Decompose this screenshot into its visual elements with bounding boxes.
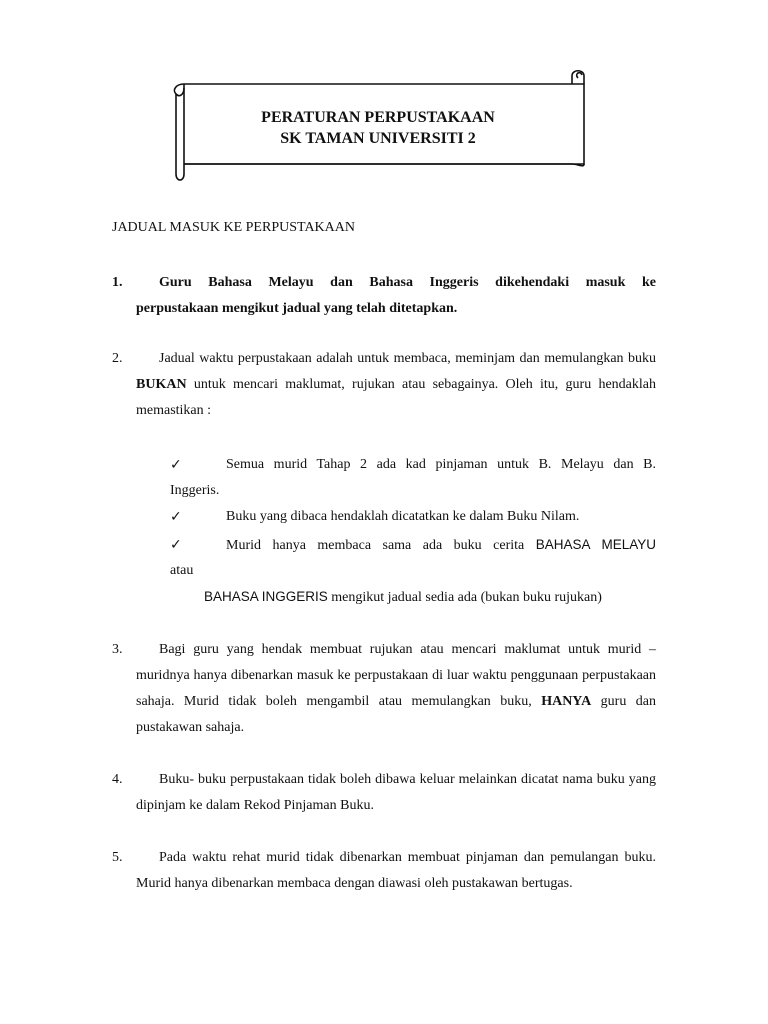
item-number: 2. (112, 351, 123, 366)
checkmark-icon: ✓ (170, 457, 182, 473)
rule-item-3 (112, 637, 656, 741)
checklist-continuation: Inggeris. (170, 483, 220, 498)
checklist-text: Murid hanya membaca sama ada buku cerita BAHASA MELAYU (226, 537, 656, 553)
item-number: 3. (112, 642, 123, 657)
item-line: perpustakaan mengikut jadual yang telah ditetapkan. (136, 301, 458, 316)
item-number: 5. (112, 850, 123, 865)
item-text: Bagi guru yang hendak membuat rujukan atau mencari maklumat untuk murid – muridnya hanya dibenarkan masuk ke perpustakaan di luar waktu penggunaan perpustakaan sahaja. Murid tidak boleh mengambil atau memulangkan buku, HANYA guru dan pustakawan sahaja. (136, 642, 656, 735)
checklist-continuation: atau (170, 563, 194, 578)
item-text: Jadual waktu perpustakaan adalah untuk membaca, meminjam dan memulangkan buku BUKAN untuk mencari maklumat, rujukan atau sebagainya. Oleh itu, guru hendaklah memastikan : (136, 351, 656, 418)
checklist-text: Buku yang dibaca hendaklah dicatatkan ke dalam Buku Nilam. (226, 509, 580, 524)
section-heading: JADUAL MASUK KE PERPUSTAKAAN (112, 220, 355, 235)
bold-word: HANYA (541, 694, 592, 709)
checklist-item (170, 504, 656, 530)
checklist-continuation: BAHASA INGGERIS mengikut jadual sedia ada (bukan buku rujukan) (204, 589, 602, 605)
item-text: Buku- buku perpustakaan tidak boleh dibawa keluar melainkan dicatat nama buku yang dipinjam ke dalam Rekod Pinjaman Buku. (136, 772, 656, 813)
rule-item-5 (112, 845, 656, 897)
title-scroll-banner (162, 64, 594, 188)
rule-item-1 (112, 270, 656, 322)
bold-word: BUKAN (136, 377, 187, 392)
item-text: Pada waktu rehat murid tidak dibenarkan membuat pinjaman dan pemulangan buku. Murid hanya dibenarkan membaca dengan diawasi oleh pustakawan bertugas. (136, 850, 656, 891)
rule-item-2 (112, 346, 656, 424)
item-line: Guru Bahasa Melayu dan Bahasa Inggeris dikehendaki masuk ke (159, 275, 656, 290)
item-number: 4. (112, 772, 123, 787)
checklist-item (170, 452, 656, 478)
checkmark-icon: ✓ (170, 537, 182, 553)
rule-item-4 (112, 767, 656, 819)
checklist-text: Semua murid Tahap 2 ada kad pinjaman untuk B. Melayu dan B. (226, 457, 656, 472)
item-number: 1. (112, 275, 123, 290)
checklist-item (170, 532, 656, 559)
checkmark-icon: ✓ (170, 509, 182, 525)
title-line-2: SK TAMAN UNIVERSITI 2 (280, 130, 476, 147)
document-title (162, 107, 594, 149)
title-line-1: PERATURAN PERPUSTAKAAN (261, 109, 495, 126)
